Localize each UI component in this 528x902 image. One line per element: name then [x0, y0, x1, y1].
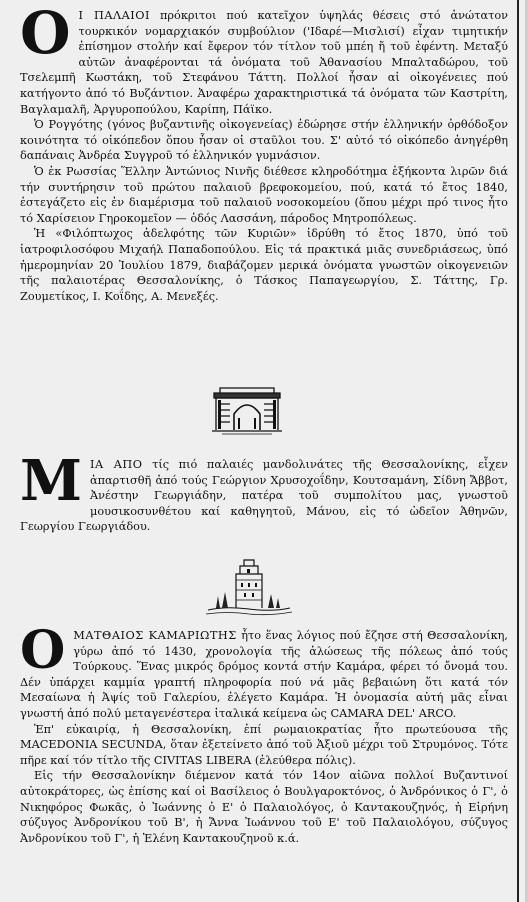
article-kamariotis — [20, 620, 509, 846]
column-rule — [517, 0, 519, 902]
drop-cap: M — [20, 448, 82, 514]
lead-in: ΙΑ ΑΠΟ — [90, 458, 143, 471]
lead-in: ΜΑΤΘΑΙΟΣ ΚΑΜΑΡΙΩΤΗΣ — [73, 629, 237, 642]
drop-cap: O — [20, 620, 66, 681]
article-paragraph — [20, 0, 508, 117]
article-mandolinata — [20, 448, 508, 535]
article-paragraph: Ὁ Ρογγότης (γόνος βυζαντινῆς οἰκογενείας) ἐδώρησε στήν ἑλληνικήν ὀρθόδοξον κοινότητα τό οἰκόπεδον ὅπου ἦσαν οἱ σταῦλοι του. Σ' αὐτό τό οἰκόπεδο ἀνηγέρθη δαπάναις Ἀνδρέα Συγγροῦ τό ἑλληνικόν γυμνάσιον. — [20, 118, 508, 163]
article-paragraph: Εἰς τήν Θεσσαλονίκην διέμενον κατά τόν 14ον αἰῶνα πολλοί Βυζαντινοί αὐτοκράτορες, ὡς ἐπίσης καί οἱ Βασίλειος ὁ Βουλγαροκτόνος, ὁ Ἀνδρόνικος ὁ Γ', ὁ Νικηφόρος Φωκᾶς, ὁ Ἰωάννης ὁ Ε' ὁ Παλαιολόγος, ὁ Καντακουζηνός, ἡ Εἰρήνη σύζυγος Ἀνδρονίκου τοῦ Β', ἡ Ἄννα Ἰωάννου τοῦ Ε' τοῦ Παλαιολόγου, σύζυγος Ἀνδρονίκου τοῦ Γ', ἡ Ἑλένη Καντακουζηνοῦ κ.ά. — [20, 769, 508, 845]
article-paragraph: Ὁ ἐκ Ρωσσίας Ἕλλην Ἀντώνιος Νινῆς διέθεσε κληροδότημα ἑξήκοντα λιρῶν διά τήν συντήρησιν τοῦ πρώτου παλαιοῦ βρεφοκομείου, πού, κατά τό ἔτος 1840, ἐστεγάζετο εἰς ἐν διαμέρισμα τοῦ παλαιοῦ νοσοκομείου (ὅπου μέχρι πρό τινος ἦτο τό Χαρίσειον Γηροκομεῖον — ὁδός Λασσάνη, πάροδος Μητροπόλεως. — [20, 164, 508, 225]
lead-in: Ι ΠΑΛΑΙΟΙ — [78, 9, 150, 22]
article-paragraph — [20, 620, 509, 722]
paragraph-text: πρόκριτοι πού κατεῖχον ὑψηλάς θέσεις στό ἀνώτατον τουρκικόν νομαρχιακόν συμβούλιον ('Ιδαρέ—Μισλισί) εἶχαν τιμητικήν ἐπίσημον στολήν καί ἔφερον τόν τίτλον τοῦ μπέη ἤ τοῦ ἐφέντη. Μεταξύ αὐτῶν ἀναφέρονται τά ὀνόματα τοῦ Ἀθανασίου Μπαλταδώρου, τοῦ Τσελεμπῆ Κωστάκη, τοῦ Στεφάνου Τάττη. Πολλοί ἦσαν αἱ οἰκογένειες πού κατήγοντο ἀπό τό Βυζάντιον. Ἀναφέρω χαρακτηριστικά τά ὀνόματα τῶν Καστρίτη, Βαγλαμαλῆ, Ἀργυροπούλου, Καρίπη, Πάϊκο. — [20, 9, 508, 116]
article-paragraph — [20, 448, 508, 535]
article-paragraph: Ἡ «Φιλόπτωχος ἀδελφότης τῶν Κυριῶν» ἱδρύθη τό ἔτος 1870, ὑπό τοῦ ἰατροφιλοσόφου Μιχαήλ Παπαδοπούλου. Εἰς τά πρακτικά μιᾶς συνεδριάσεως, ὑπό ἡμερομηνίαν 20 Ἰουλίου 1879, διαβάζομεν μερικά ὀνόματα γνωστῶν οἰκογενειῶν τῆς παλαιοτέρας Θεσσαλονίκης, ὁ Τάσκος Παπαγεωργίου, Σ. Τάττης, Γρ. Ζουμετίκος, Ι. Κοΐδης, Α. Μενεξές. — [20, 227, 508, 303]
paragraph-text: τίς πιό παλαιές μανδολινάτες τῆς Θεσσαλονίκης, εἶχεν ἀπαρτισθῆ ἀπό τούς Γεώργιον Χρυσοχοΐδην, Κουτσαμάνη, Σίδνη Ἄββοτ, Ἀνέστην Γεωργιάδην, πατέρα τοῦ συμπολίτου μας, γνωστοῦ μουσικοσυνθέτου καί καθηγητοῦ, Μάνου, εἰς τό ὠδεῖον Ἀθηνῶν, Γεωργίου Γεωργιάδου. — [20, 458, 508, 534]
article-paragraph: Ἐπ' εὐκαιρίᾳ, ἡ Θεσσαλονίκη, ἐπί ρωμαιοκρατίας ἦτο πρωτεύουσα τῆς MACEDONIA SECUNDA, ὅταν ἐξετείνετο ἀπό τοῦ Ἀξιοῦ μέχρι τοῦ Στρυμόνος. Τότε πῆρε καί τόν τίτλο τῆς CIVITAS LIBERA (ἐλεύθερα πόλις). — [20, 722, 508, 767]
arch-of-galerius-icon — [212, 378, 282, 436]
white-tower-icon — [206, 556, 292, 616]
article-old-notables — [20, 0, 508, 304]
drop-cap: O — [20, 0, 71, 67]
paragraph-text: ἦτο ἕνας λόγιος πού ἔζησε στή Θεσσαλονίκη, γύρω ἀπό τό 1430, χρονολογία τῆς ἁλώσεως τῆς πόλεως ἀπό τούς Τούρκους. Ἕνας μικρός δρόμος κοντά στήν Καμάρα, φέρει τό ὄνομά του. Δέν ὑπάρχει καμμία γραπτή πληροφορία πού νά μᾶς βεβαιώνη ὅτι κατά τόν Μεσαίωνα ἡ Ἀψίς τοῦ Γαλερίου, ἐλέγετο Καμάρα. Ἡ ὀνομασία αὐτή μᾶς εἶναι γνωστή ἀπό πολύ μεταγενέστερα ἰταλικά κείμενα ὡς CAMARA DEL' ARCO. — [20, 629, 509, 720]
